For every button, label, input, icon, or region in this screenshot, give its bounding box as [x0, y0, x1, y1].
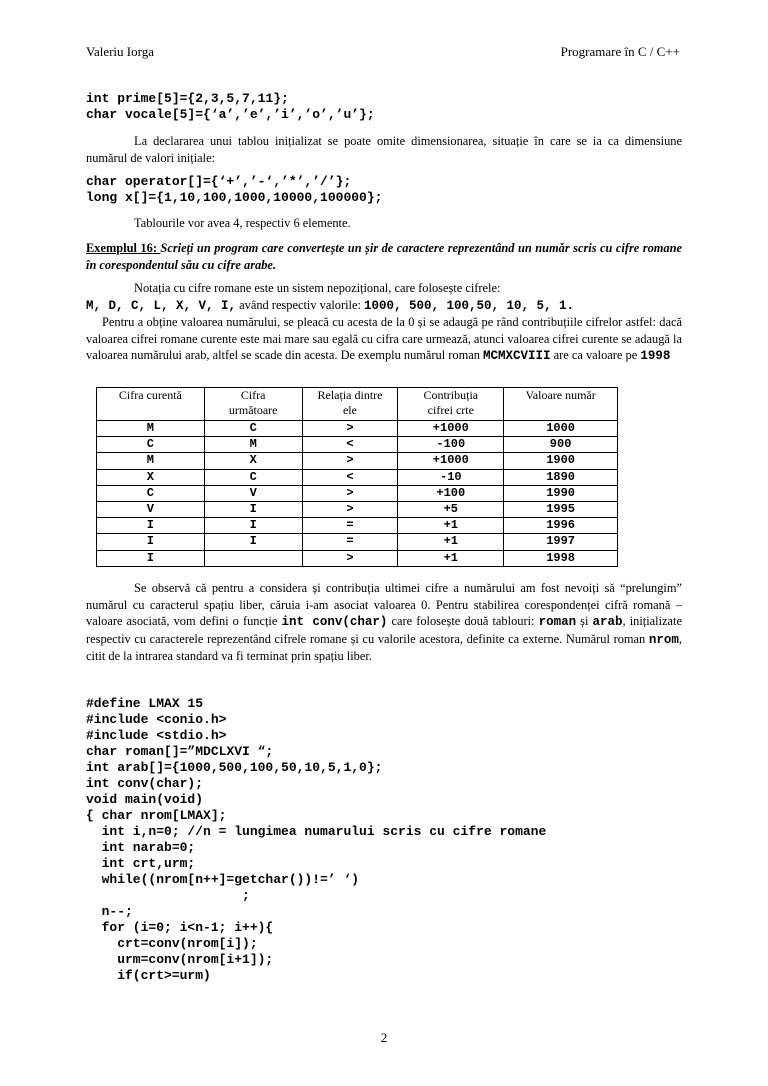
roman-example: MCMXCVIII	[483, 349, 551, 363]
header-line: Cifra curentă	[118, 388, 182, 402]
table-cell: =	[302, 518, 398, 534]
digit-values: 1000, 500, 100,50, 10, 5, 1.	[364, 299, 575, 313]
header-line: Contribuția	[423, 388, 479, 402]
paragraph-elements: Tablourile vor avea 4, respectiv 6 elemente.	[134, 216, 351, 230]
header-line: Relația dintre	[317, 388, 383, 402]
header-line: următoare	[228, 403, 278, 417]
table-header-row	[97, 388, 618, 421]
table-row	[97, 518, 618, 534]
code-line: int conv(char);	[86, 776, 204, 791]
values-intro: având respectiv valorile:	[236, 298, 365, 312]
obs-text-3: și	[576, 614, 593, 628]
table-cell: I	[204, 518, 302, 534]
table-row	[97, 437, 618, 453]
table-cell: I	[97, 534, 205, 550]
obs-text-5: , citit de la intrarea standard va fi terminat prin spațiu liber.	[86, 631, 682, 663]
example-text: Scrieți un program care convertește un șir de caractere reprezentând un număr scris cu cifre romane în corespondentul său cu cifre arabe.	[86, 241, 682, 272]
table-cell: X	[204, 453, 302, 469]
table-row	[97, 421, 618, 437]
paragraph-roman-digits	[86, 297, 682, 315]
table-row	[97, 453, 618, 469]
table-cell: I	[204, 501, 302, 517]
table-cell: >	[302, 501, 398, 517]
code-line: while((nrom[n++]=getchar())!=’ ‘)	[86, 872, 360, 887]
table-cell: +1	[398, 534, 504, 550]
table-cell: I	[97, 518, 205, 534]
table-row	[97, 501, 618, 517]
code-block-1	[86, 91, 682, 123]
table-cell: -100	[398, 437, 504, 453]
code-line: #include <stdio.h>	[86, 728, 227, 743]
table-cell: C	[97, 437, 205, 453]
code-line: #include <conio.h>	[86, 712, 227, 727]
obs-code-nrom: nrom	[648, 632, 679, 647]
code-line: int arab[]={1000,500,100,50,10,5,1,0};	[86, 760, 383, 775]
code-line: n--;	[86, 904, 133, 919]
table-cell	[204, 550, 302, 566]
table-header-cell	[204, 388, 302, 421]
table-cell: >	[302, 550, 398, 566]
code-line: int crt,urm;	[86, 856, 196, 871]
table-cell: 1995	[504, 501, 618, 517]
header-line: cifrei crte	[427, 403, 474, 417]
obs-text-2: care folosește două tablouri:	[387, 614, 539, 628]
table-cell: X	[97, 469, 205, 485]
code-line: for (i=0; i<n-1; i++){	[86, 920, 274, 935]
table-cell: I	[97, 550, 205, 566]
code-line: long x[]={1,10,100,1000,10000,100000};	[86, 190, 383, 205]
table-cell: C	[204, 469, 302, 485]
table-cell: >	[302, 453, 398, 469]
table-cell: +5	[398, 501, 504, 517]
table-cell: 1000	[504, 421, 618, 437]
table-cell: +1000	[398, 453, 504, 469]
code-line: if(crt>=urm)	[86, 968, 211, 983]
obs-code-conv: int conv(char)	[281, 615, 388, 629]
code-line: { char nrom[LMAX];	[86, 808, 227, 823]
code-line: crt=conv(nrom[i]);	[86, 936, 258, 951]
table-header-cell	[504, 388, 618, 421]
obs-code-arab: arab	[592, 615, 623, 629]
conversion-table	[96, 387, 618, 567]
table-cell: +100	[398, 485, 504, 501]
table-cell: 1997	[504, 534, 618, 550]
obs-text-4: , inițializate respectiv cu caracterele reprezentând cifrele romane și cu valorile acestora, definite ca externe. Numărul roman	[86, 614, 682, 646]
code-line: char vocale[5]={‘a’,’e’,’i’,’o’,’u’};	[86, 107, 375, 122]
table-cell: >	[302, 485, 398, 501]
table-row	[97, 550, 618, 566]
code-line: char operator[]={‘+’,’-‘,’*’,’/’};	[86, 174, 352, 189]
paragraph-observation	[86, 580, 682, 665]
roman-digits: M, D, C, L, X, V, I,	[86, 299, 237, 313]
table-cell: V	[204, 485, 302, 501]
code-line: ;	[86, 888, 250, 903]
page-number: 2	[380, 1030, 388, 1045]
table-cell: 1996	[504, 518, 618, 534]
code-line: #define LMAX 15	[86, 696, 204, 711]
table-cell: 1890	[504, 469, 618, 485]
table-cell: -10	[398, 469, 504, 485]
table-row	[97, 469, 618, 485]
header-title: Programare în C / C++	[560, 44, 680, 59]
header-line: Cifra	[240, 388, 266, 402]
table-cell: +1	[398, 550, 504, 566]
table-cell: 900	[504, 437, 618, 453]
table-row	[97, 485, 618, 501]
table-header-cell	[302, 388, 398, 421]
table-cell: 1990	[504, 485, 618, 501]
code-line: int i,n=0; //n = lungimea numarului scris cu cifre romane	[86, 824, 547, 839]
obs-code-roman: roman	[538, 615, 577, 629]
code-block-program	[86, 696, 682, 984]
table-cell: I	[204, 534, 302, 550]
table-cell: +1	[398, 518, 504, 534]
table-header-cell	[398, 388, 504, 421]
code-line: int prime[5]={2,3,5,7,11};	[86, 91, 289, 106]
table-cell: <	[302, 469, 398, 485]
algorithm-text: Pentru a obține valoarea numărului, se pleacă cu acesta de la 0 și se adaugă pe rând contribuțiile cifrelor astfel: dacă valoarea cifrei romane curente este mai mare sau egală cu cifra care urmează, atunci valoarea cifrei curente se adaugă la valoarea numărului arab, altfel se scade din acesta. De exemplu numărul roman	[86, 315, 682, 362]
example-heading	[86, 240, 682, 273]
table-cell: V	[97, 501, 205, 517]
table-cell: >	[302, 421, 398, 437]
code-line: int narab=0;	[86, 840, 196, 855]
code-block-2	[86, 174, 682, 206]
example-colon: :	[152, 241, 161, 255]
table-cell: M	[97, 453, 205, 469]
table-cell: 1900	[504, 453, 618, 469]
header-author: Valeriu Iorga	[86, 44, 154, 59]
code-line: urm=conv(nrom[i+1]);	[86, 952, 274, 967]
table-cell: 1998	[504, 550, 618, 566]
table-cell: =	[302, 534, 398, 550]
table-cell: C	[97, 485, 205, 501]
table-cell: <	[302, 437, 398, 453]
table-header	[97, 388, 618, 421]
obs-text-1: Se observă că pentru a considera și contribuția ultimei cifre a numărului am fost nevoiți să “prelungim” numărul cu caracterul spațiu liber, căruia i-am asociat valoarea 0. Pentru stabilirea corespondenței cifră romană – valoare asociată, vom defini o funcție	[86, 581, 682, 628]
arab-example: 1998	[640, 349, 671, 363]
table-row	[97, 534, 618, 550]
paragraph-roman-intro: Notația cu cifre romane este un sistem nepozițional, care folosește cifrele:	[134, 281, 501, 295]
header-line: Valoare număr	[525, 388, 596, 402]
table-cell: M	[204, 437, 302, 453]
table-cell: M	[97, 421, 205, 437]
table-body	[97, 421, 618, 567]
code-line: char roman[]=”MDCLXVI “;	[86, 744, 274, 759]
example-label: Exemplul 16	[86, 241, 153, 255]
table-header-cell	[97, 388, 205, 421]
header-line: ele	[342, 403, 357, 417]
table-cell: +1000	[398, 421, 504, 437]
table-cell: C	[204, 421, 302, 437]
code-line: void main(void)	[86, 792, 204, 807]
algorithm-mid: are ca valoare pe	[550, 348, 641, 362]
paragraph-declaration: La declararea unui tablou inițializat se poate omite dimensionarea, situație în care se ia ca dimensiune numărul de valori inițiale:	[86, 134, 682, 165]
paragraph-algorithm	[86, 314, 682, 365]
